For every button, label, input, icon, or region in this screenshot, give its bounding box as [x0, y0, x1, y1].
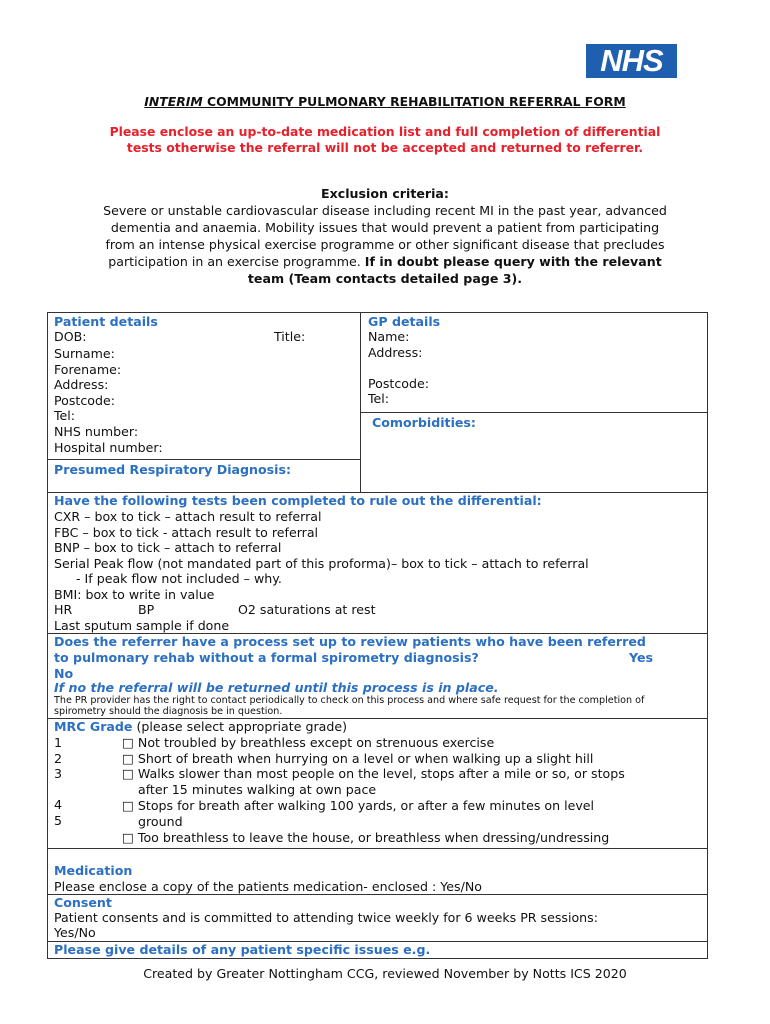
mrc-grade-4-cont: ground — [138, 814, 183, 829]
address-field[interactable]: Address: — [54, 377, 109, 392]
nhs-logo: NHS — [586, 44, 677, 78]
exclusion-heading: Exclusion criteria: — [321, 186, 449, 201]
spirometry-no[interactable]: No — [54, 666, 74, 681]
mrc-grade-3-cont: after 15 minutes walking at own pace — [138, 782, 377, 797]
cxr-row[interactable]: CXR – box to tick – attach result to referral — [54, 509, 322, 524]
bnp-row[interactable]: BNP – box to tick – attach to referral — [54, 540, 282, 555]
warning-text: Please enclose an up-to-date medication list and full completion of differential tests otherwise the referral will not be accepted and returned to referrer. — [109, 124, 661, 155]
spirometry-yes[interactable]: Yes — [629, 650, 654, 665]
diagnosis-field[interactable]: Presumed Respiratory Diagnosis: — [54, 462, 292, 477]
sputum-row[interactable]: Last sputum sample if done — [54, 618, 230, 633]
hospital-number-field[interactable]: Hospital number: — [54, 440, 163, 455]
surname-field[interactable]: Surname: — [54, 346, 115, 361]
patient-details-heading: Patient details — [54, 314, 158, 329]
mrc-grade-3[interactable]: □ Walks slower than most people on the level, stops after a mile or so, or stops — [122, 766, 625, 781]
nhs-number-field[interactable]: NHS number: — [54, 424, 139, 439]
o2-field[interactable]: O2 saturations at rest — [238, 602, 376, 617]
mrc-grade-5[interactable]: □ Too breathless to leave the house, or breathless when dressing/undressing — [122, 830, 610, 845]
gp-details-heading: GP details — [368, 314, 441, 329]
medication-text[interactable]: Please enclose a copy of the patients medication- enclosed : Yes/No — [54, 879, 482, 894]
tests-heading: Have the following tests been completed to rule out the differential: — [54, 493, 542, 508]
peak-flow-sub: - If peak flow not included – why. — [76, 571, 282, 586]
dob-field[interactable]: DOB: — [54, 329, 87, 344]
consent-heading: Consent — [54, 895, 112, 910]
title-field[interactable]: Title: — [274, 329, 306, 344]
mrc-grade-2[interactable]: □ Short of breath when hurrying on a level or when walking up a slight hill — [122, 751, 594, 766]
gp-address-field[interactable]: Address: — [368, 345, 423, 360]
exclusion-text: Severe or unstable cardiovascular disease including recent MI in the past year, advanced dementia and anaemia. Mobility issues that would prevent a patient from participating from an intense physical exercise programme or other significant disease that precludes participation in an exercise programme. If in doubt please query with the relevant team (Team contacts detailed page 3). — [103, 203, 667, 286]
consent-yes-no[interactable]: Yes/No — [54, 925, 96, 940]
divider — [47, 848, 708, 849]
footer-text: Created by Greater Nottingham CCG, reviewed November by Notts ICS 2020 — [143, 966, 627, 981]
spirometry-note: If no the referral will be returned until this process is in place. — [54, 680, 499, 695]
mrc-number: 2 — [54, 751, 63, 766]
divider — [47, 459, 361, 460]
mrc-number: 4 — [54, 797, 63, 812]
mrc-number: 3 — [54, 766, 63, 781]
mrc-grade-1[interactable]: □ Not troubled by breathless except on strenuous exercise — [122, 735, 495, 750]
bp-field[interactable]: BP — [138, 602, 155, 617]
gp-tel-field[interactable]: Tel: — [368, 391, 390, 406]
peak-flow-row[interactable]: Serial Peak flow (not mandated part of this proforma)– box to tick – attach to referral — [54, 556, 589, 571]
medication-heading: Medication — [54, 863, 133, 878]
forename-field[interactable]: Forename: — [54, 362, 122, 377]
issues-heading[interactable]: Please give details of any patient specific issues e.g. — [54, 942, 431, 957]
hr-field[interactable]: HR — [54, 602, 73, 617]
divider — [360, 312, 361, 493]
mrc-heading: MRC Grade (please select appropriate grade) — [54, 719, 348, 734]
form-title: INTERIM COMMUNITY PULMONARY REHABILITATION REFERRAL FORM — [144, 94, 626, 109]
tel-field[interactable]: Tel: — [54, 408, 76, 423]
gp-postcode-field[interactable]: Postcode: — [368, 376, 429, 391]
bmi-row[interactable]: BMI: box to write in value — [54, 587, 215, 602]
mrc-number: 5 — [54, 813, 63, 828]
mrc-number: 1 — [54, 735, 63, 750]
divider — [360, 412, 708, 413]
spirometry-question: Does the referrer have a process set up to review patients who have been referred to pulmonary rehab without a formal spirometry diagnosis? — [54, 634, 646, 665]
fbc-row[interactable]: FBC – box to tick - attach result to referral — [54, 525, 319, 540]
comorbidities-field[interactable]: Comorbidities: — [372, 415, 476, 430]
gp-name-field[interactable]: Name: — [368, 329, 410, 344]
mrc-grade-4[interactable]: □ Stops for breath after walking 100 yards, or after a few minutes on level — [122, 798, 595, 813]
consent-text: Patient consents and is committed to attending twice weekly for 6 weeks PR sessions: — [54, 910, 598, 925]
spirometry-small-print: The PR provider has the right to contact periodically to check on this process and where safe request for the completion of spirometry should the diagnosis be in question. — [54, 695, 645, 717]
postcode-field[interactable]: Postcode: — [54, 393, 115, 408]
